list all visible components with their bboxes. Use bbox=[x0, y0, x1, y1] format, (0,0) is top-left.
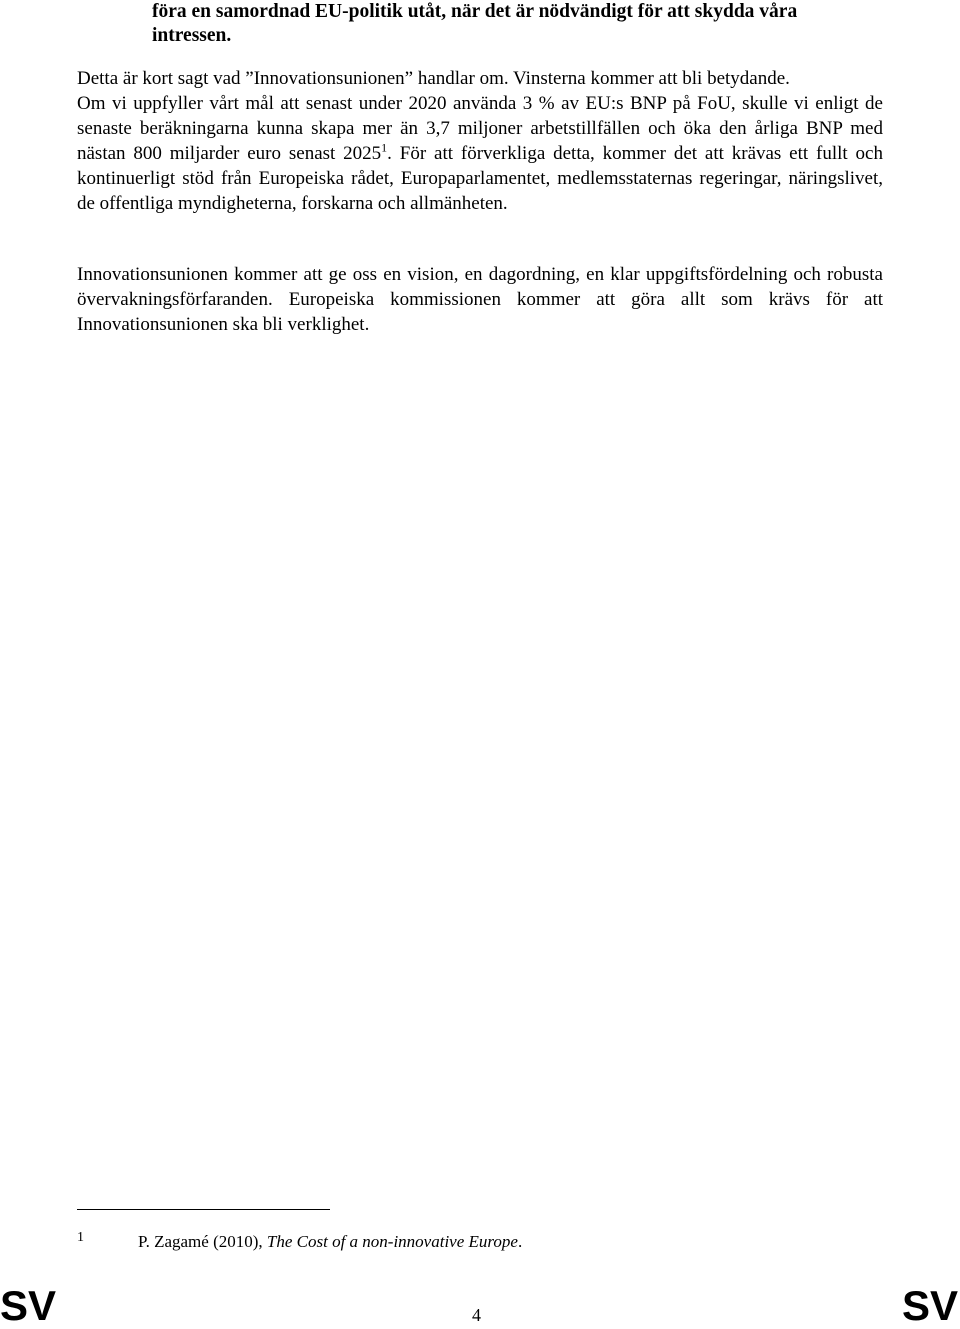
paragraph-1 bbox=[77, 66, 883, 216]
bold-intro-text bbox=[152, 0, 892, 48]
paragraph-1-text-before-ref: Om vi uppfyller vårt mål att senast under 2020 använda 3 % av EU:s BNP på FoU, skulle vi enligt de senaste beräkningarna kunna skapa mer än 3,7 miljoner arbetstillfällen och öka den årliga BNP med nästan 800 miljarder euro senast 2025 bbox=[77, 93, 883, 164]
language-code-right: SV bbox=[901, 1282, 958, 1329]
footnote-separator bbox=[77, 1209, 330, 1210]
bold-intro-line-1: föra en samordnad EU-politik utåt, när det är nödvändigt för att skydda våra bbox=[152, 1, 798, 22]
footnote-number: 1 bbox=[77, 1230, 84, 1245]
paragraph-2: Innovationsunionen kommer att ge oss en vision, en dagordning, en klar uppgiftsfördelning och robusta övervakningsförfaranden. Europeiska kommissionen kommer att göra allt som krävs för att Innovationsunionen ska bli verklighet. bbox=[77, 264, 883, 335]
paragraph-1-text-after-ref: . För att förverkliga detta, kommer det att krävas ett fullt och kontinuerligt stöd från Europeiska rådet, Europaparlamentet, medlemsstaternas regeringar, näringslivet, de offentliga myndigheterna, forskarna och allmänheten. bbox=[77, 143, 883, 214]
language-code-left: SV bbox=[0, 1282, 57, 1329]
footnote-reference[interactable]: 1 bbox=[381, 140, 388, 155]
footnote-end: . bbox=[517, 1232, 523, 1251]
footnote-text bbox=[138, 1231, 522, 1253]
bold-intro-line-2: intressen. bbox=[152, 25, 232, 46]
footnote-title: The Cost of a non-innovative Europe bbox=[266, 1232, 518, 1251]
paragraph-1-line-1: Detta är kort sagt vad ”Innovationsunionen” handlar om. Vinsterna kommer att bli betydande. bbox=[77, 68, 790, 89]
footnote-author-year: P. Zagamé (2010), bbox=[138, 1232, 267, 1251]
page-number: 4 bbox=[472, 1305, 481, 1325]
